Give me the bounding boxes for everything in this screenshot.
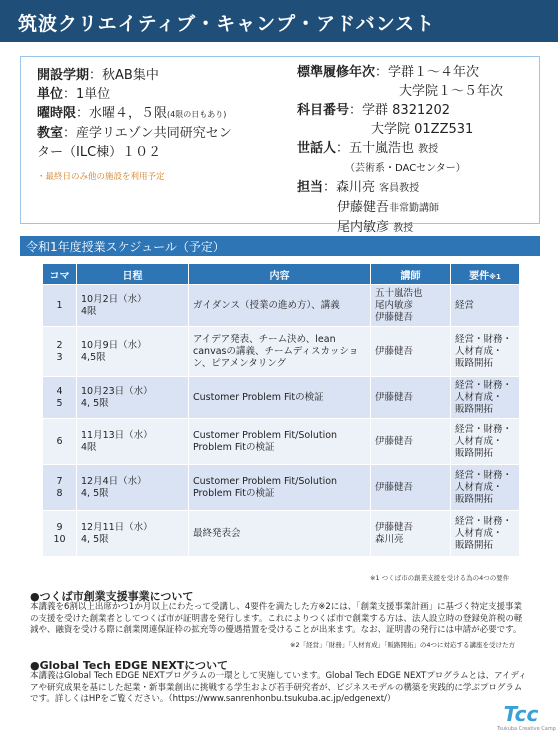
admin-line: 世話人：五十嵐浩也 教授 bbox=[297, 141, 439, 156]
schedule-row bbox=[43, 465, 520, 511]
cell-date: 11月13日（水） 4限 bbox=[77, 419, 189, 465]
semester-line: 開設学期：秋AB集中 bbox=[37, 68, 159, 83]
col-requirement: 要件※1 bbox=[451, 264, 520, 285]
cell-date: 10月2日（水） 4限 bbox=[77, 285, 189, 327]
cell-content: ガイダンス（授業の進め方）、講義 bbox=[189, 285, 371, 327]
section-edge-title: ●Global Tech EDGE NEXTについて bbox=[30, 659, 229, 672]
credit-line: 単位：1単位 bbox=[37, 87, 111, 102]
col-content: 内容 bbox=[189, 264, 371, 285]
cell-requirement: 経営・財務・ 人材育成・ 販路開拓 bbox=[451, 327, 520, 377]
page-title: 筑波クリエイティブ・キャンプ・アドバンスト bbox=[0, 0, 558, 42]
cell-requirement: 経営 bbox=[451, 285, 520, 327]
admin-affiliation: （芸術系・DACセンター） bbox=[345, 163, 466, 174]
cell-requirement: 経営・財務・ 人材育成・ 販路開拓 bbox=[451, 377, 520, 419]
cell-content: Customer Problem Fit/Solution Problem Fitの検証 bbox=[189, 419, 371, 465]
staff-line-2: 伊藤健吾非常勤講師 bbox=[337, 200, 440, 215]
code-line-2: 大学院 01ZZ531 bbox=[371, 122, 474, 137]
staff-line-3: 尾内敏彦 教授 bbox=[337, 220, 414, 235]
time-line: 曜時限：水曜４，５限(4限の日もあり) bbox=[37, 106, 227, 121]
cell-date: 12月4日（水） 4, 5限 bbox=[77, 465, 189, 511]
schedule-row bbox=[43, 511, 520, 557]
cell-content: アイデア発表、チーム決め、lean canvasの講義、チームディスカッション、ピアメンタリング bbox=[189, 327, 371, 377]
course-info-box bbox=[20, 56, 540, 235]
room-note: ・最終日のみ他の施設を利用予定 bbox=[37, 172, 165, 182]
course-info-left bbox=[37, 66, 287, 182]
cell-requirement: 経営・財務・ 人材育成・ 販路開拓 bbox=[451, 419, 520, 465]
schedule-footnote: ※1 つくば市の創業支援を受ける為の4つの要件 bbox=[370, 574, 510, 582]
section-tsukuba-body: 本講義を6割以上出席かつ1か月以上にわたって受講し、4要件を満たした方※2には、「創業支援事業計画」に基づく特定支援事業の支援を受けた創業者としてつくば市が証明書を発行します。これによりつくば市で創業する方は、法人設立時の登録免許税の軽減や、融資を受ける際に創業関連保証枠の拡充等の優遇措置を受けることが出来ます。なお、証明書の発行には申請が必要です。 bbox=[30, 602, 523, 635]
room-line-2: ター（ILC棟）１０２ bbox=[37, 145, 162, 160]
staff-line-1: 担当：森川亮 客員教授 bbox=[297, 180, 420, 195]
cell-koma: 2 3 bbox=[43, 327, 77, 377]
schedule-row bbox=[43, 377, 520, 419]
section-tsukuba-title: ●つくば市創業支援事業について bbox=[30, 590, 194, 603]
cell-lecturer: 五十嵐浩也 尾内敏彦 伊藤健吾 bbox=[371, 285, 451, 327]
cell-lecturer: 伊藤健吾 bbox=[371, 327, 451, 377]
col-lecturer: 講師 bbox=[371, 264, 451, 285]
cell-requirement: 経営・財務・ 人材育成・ 販路開拓 bbox=[451, 465, 520, 511]
cell-date: 10月23日（水） 4, 5限 bbox=[77, 377, 189, 419]
cell-koma: 9 10 bbox=[43, 511, 77, 557]
cell-koma: 1 bbox=[43, 285, 77, 327]
cell-lecturer: 伊藤健吾 bbox=[371, 419, 451, 465]
year-line: 標準履修年次：学群１～４年次 bbox=[297, 65, 480, 80]
schedule-header-row bbox=[43, 264, 520, 285]
room-line: 教室：産学リエゾン共同研究セン bbox=[37, 126, 232, 141]
cell-lecturer: 伊藤健吾 bbox=[371, 465, 451, 511]
schedule-table bbox=[42, 263, 520, 557]
cell-date: 10月9日（水） 4,5限 bbox=[77, 327, 189, 377]
tcc-logo: Tcc Tsukuba Creative Camp bbox=[497, 702, 556, 732]
schedule-heading: 令和1年度授業スケジュール（予定） bbox=[20, 236, 540, 256]
cell-content: 最終発表会 bbox=[189, 511, 371, 557]
schedule-row bbox=[43, 327, 520, 377]
year-line-2: 大学院１～５年次 bbox=[399, 84, 504, 99]
code-line: 科目番号：学群 8321202 bbox=[297, 103, 451, 118]
cell-content: Customer Problem Fit/Solution Problem Fitの検証 bbox=[189, 465, 371, 511]
cell-lecturer: 伊藤健吾 bbox=[371, 377, 451, 419]
cell-koma: 6 bbox=[43, 419, 77, 465]
cell-lecturer: 伊藤健吾 森川亮 bbox=[371, 511, 451, 557]
schedule-row bbox=[43, 285, 520, 327]
course-info-right bbox=[297, 63, 537, 238]
cell-content: Customer Problem Fitの検証 bbox=[189, 377, 371, 419]
col-date: 日程 bbox=[77, 264, 189, 285]
cell-koma: 7 8 bbox=[43, 465, 77, 511]
cell-koma: 4 5 bbox=[43, 377, 77, 419]
schedule-row bbox=[43, 419, 520, 465]
col-koma: コマ bbox=[43, 264, 77, 285]
section-tsukuba-footnote: ※2「経営」「財務」「人材育成」「販路開拓」の4つに対応する講座を受けた方 bbox=[290, 641, 515, 649]
cell-requirement: 経営・財務・ 人材育成・ 販路開拓 bbox=[451, 511, 520, 557]
section-edge-body: 本講義はGlobal Tech EDGE NEXTプログラムの一環として実施しています。Global Tech EDGE NEXTプログラムとは、アイディアや研究成果を基にした起業・新事業創出に挑戦する学生および若手研究者が、ビジネスモデルの構築を実践的に学ぶプログラムです。詳しくはHPをご覧ください。（https://www.sanrenhonbu.tsukuba.ac.jp/edgenext/） bbox=[30, 671, 527, 704]
cell-date: 12月11日（水） 4, 5限 bbox=[77, 511, 189, 557]
